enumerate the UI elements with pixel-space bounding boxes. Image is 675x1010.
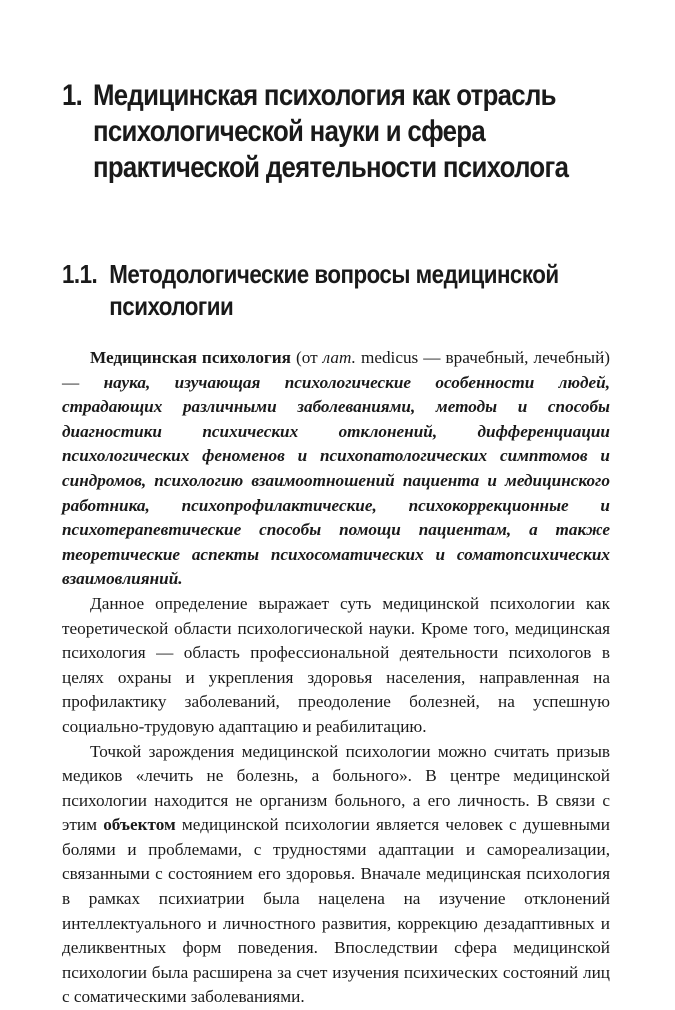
lat-abbrev: лат. (323, 348, 356, 367)
origin-text-after: медицинской психологии является человек с душевными болями и проблемами, с трудностями адаптации и самореализации, связанными с состоянием его здоровья. Вначале медицинская психология в рамках психиатрии была нацелена на изучение отклонений интеллектуального и личностного развития, коррекцию дезадаптивных и деликвентных форм поведения. Впоследствии сфера медицинской психологии была расширена за счет изучения психических состояний лиц с соматическими заболеваниями. (62, 815, 610, 1006)
origin-text-before: Точкой зарождения медицинской психологии можно считать призыв медиков «лечить не болезнь, а больного». В центре медицинской психологии находится не организм больного, а его личность. В связи с этим (62, 742, 610, 835)
definition-text: наука, изучающая психологические особенности людей, страдающих различными заболеваниями, методы и способы диагностики психических отклонений, дифференциации психологических феноменов и психопатологических симптомов и синдромов, психологию взаимоотношений пациента и медицинского работника, психопрофилактические, психокоррекционные и психотерапевтические способы помощи пациентам, а также теоретические аспекты психосоматических и соматопсихических взаимовлияний. (62, 373, 610, 589)
chapter-number: 1. (62, 78, 93, 186)
body-text (62, 346, 610, 1010)
paren-open: (от (291, 348, 323, 367)
section-heading (62, 258, 595, 322)
section-number: 1.1. (62, 258, 109, 322)
paragraph-essence: Данное определение выражает суть медицинской психологии как теоретической области психологической науки. Кроме того, медицинская психология — область профессиональной деятельности психологов в целях охраны и укрепления здоровья населения, направленная на профилактику заболеваний, преодоление болезней, на успешную социально-трудовую адаптацию и реабилитацию. (62, 592, 610, 740)
chapter-heading (62, 78, 612, 186)
paragraph-definition (62, 346, 610, 592)
section-title: Методологические вопросы медицинской психологии (109, 258, 595, 322)
object-term: объектом (103, 815, 176, 834)
paragraph-origin (62, 740, 610, 1010)
chapter-title: Медицинская психология как отрасль психологической науки и сфера практической деятельности психолога (93, 78, 612, 186)
paren-rest: medicus — врачебный, лечебный) — (62, 348, 610, 392)
term-medical-psychology: Медицинская психология (90, 348, 291, 367)
